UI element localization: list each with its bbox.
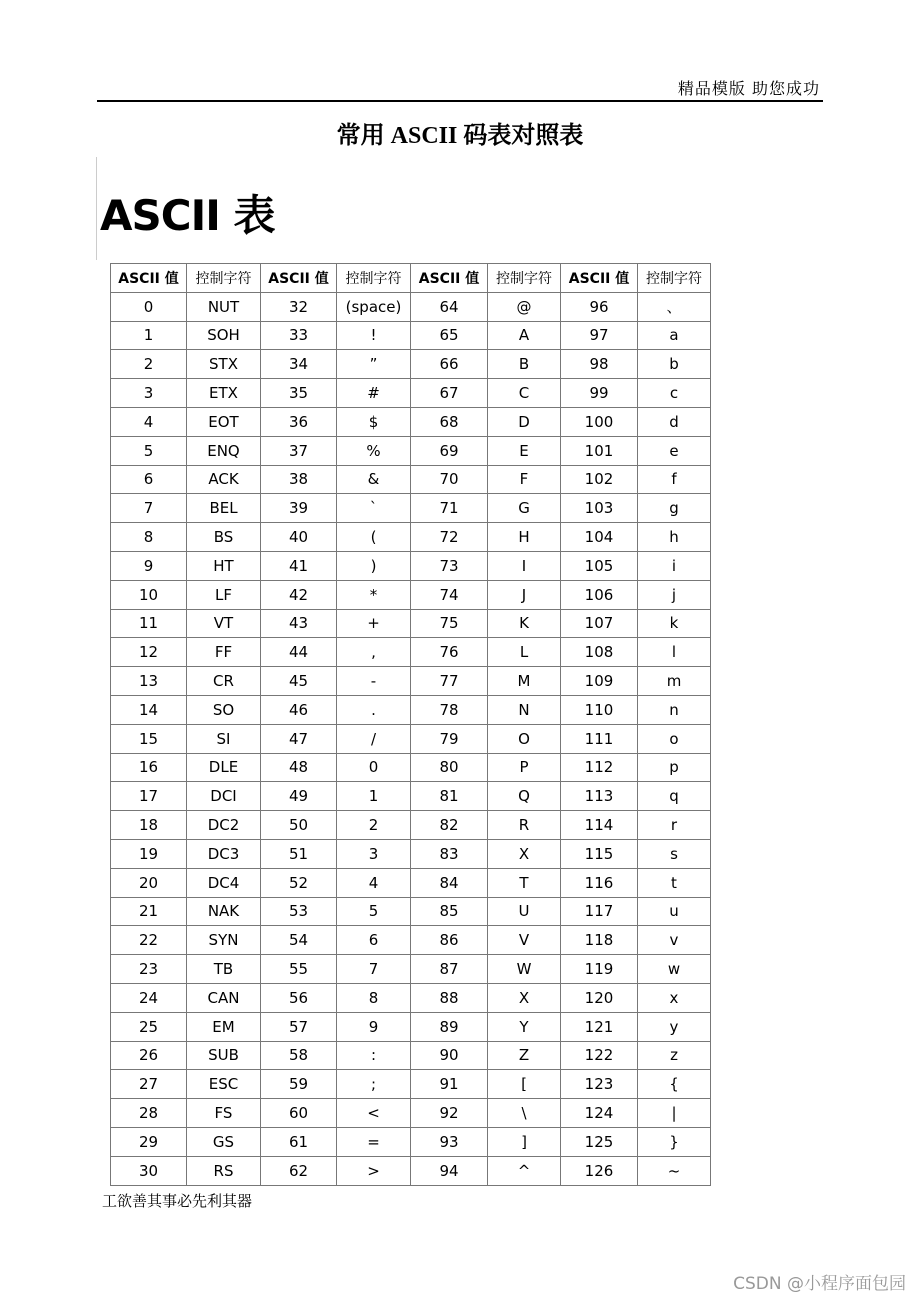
ascii-value-cell: 47	[261, 724, 337, 753]
header-ascii-value: ASCII 值	[561, 264, 638, 293]
ascii-value-cell: 27	[111, 1070, 187, 1099]
ascii-value-cell: 122	[561, 1041, 638, 1070]
control-char-cell: VT	[187, 609, 261, 638]
ascii-value-cell: 77	[411, 667, 488, 696]
ascii-value-cell: 1	[111, 321, 187, 350]
control-char-cell: E	[488, 436, 561, 465]
ascii-value-cell: 23	[111, 955, 187, 984]
ascii-value-cell: 78	[411, 695, 488, 724]
table-row	[111, 1127, 711, 1156]
ascii-value-cell: 0	[111, 292, 187, 321]
document-title: 常用 ASCII 码表对照表	[336, 123, 584, 149]
ascii-value-cell: 20	[111, 868, 187, 897]
control-char-cell: v	[638, 926, 711, 955]
control-char-cell: 4	[337, 868, 411, 897]
control-char-cell: l	[638, 638, 711, 667]
table-row	[111, 523, 711, 552]
table-row	[111, 321, 711, 350]
control-char-cell: L	[488, 638, 561, 667]
control-char-cell: 5	[337, 897, 411, 926]
control-char-cell: BEL	[187, 494, 261, 523]
ascii-value-cell: 109	[561, 667, 638, 696]
table-row	[111, 350, 711, 379]
control-char-cell: T	[488, 868, 561, 897]
control-char-cell: ENQ	[187, 436, 261, 465]
ascii-value-cell: 125	[561, 1127, 638, 1156]
control-char-cell: SUB	[187, 1041, 261, 1070]
ascii-value-cell: 55	[261, 955, 337, 984]
ascii-value-cell: 36	[261, 407, 337, 436]
ascii-value-cell: 45	[261, 667, 337, 696]
ascii-value-cell: 119	[561, 955, 638, 984]
control-char-cell: DC3	[187, 839, 261, 868]
ascii-value-cell: 3	[111, 379, 187, 408]
control-char-cell: ]	[488, 1127, 561, 1156]
control-char-cell: F	[488, 465, 561, 494]
control-char-cell: Q	[488, 782, 561, 811]
section-heading: ASCII 表	[100, 191, 275, 240]
table-row	[111, 1070, 711, 1099]
ascii-value-cell: 41	[261, 551, 337, 580]
control-char-cell: q	[638, 782, 711, 811]
table-row	[111, 782, 711, 811]
control-char-cell: *	[337, 580, 411, 609]
control-char-cell: SI	[187, 724, 261, 753]
control-char-cell: STX	[187, 350, 261, 379]
ascii-value-cell: 115	[561, 839, 638, 868]
control-char-cell: 0	[337, 753, 411, 782]
ascii-value-cell: 51	[261, 839, 337, 868]
control-char-cell: N	[488, 695, 561, 724]
header-slogan: 精品模版 助您成功	[677, 79, 820, 98]
ascii-value-cell: 73	[411, 551, 488, 580]
control-char-cell: 3	[337, 839, 411, 868]
ascii-value-cell: 96	[561, 292, 638, 321]
ascii-value-cell: 85	[411, 897, 488, 926]
control-char-cell: }	[638, 1127, 711, 1156]
control-char-cell: J	[488, 580, 561, 609]
control-char-cell: #	[337, 379, 411, 408]
control-char-cell: ETX	[187, 379, 261, 408]
footer-text: 工欲善其事必先利其器	[102, 1192, 253, 1210]
ascii-value-cell: 49	[261, 782, 337, 811]
ascii-value-cell: 14	[111, 695, 187, 724]
ascii-value-cell: 17	[111, 782, 187, 811]
table-row	[111, 379, 711, 408]
control-char-cell: e	[638, 436, 711, 465]
ascii-value-cell: 62	[261, 1156, 337, 1185]
control-char-cell: g	[638, 494, 711, 523]
margin-marker	[96, 157, 97, 260]
table-row	[111, 753, 711, 782]
table-header-row	[111, 264, 711, 293]
table-row	[111, 868, 711, 897]
control-char-cell: FS	[187, 1099, 261, 1128]
table-row	[111, 1099, 711, 1128]
control-char-cell: m	[638, 667, 711, 696]
control-char-cell: NAK	[187, 897, 261, 926]
ascii-value-cell: 121	[561, 1012, 638, 1041]
control-char-cell: =	[337, 1127, 411, 1156]
control-char-cell: k	[638, 609, 711, 638]
control-char-cell: B	[488, 350, 561, 379]
ascii-value-cell: 5	[111, 436, 187, 465]
control-char-cell: D	[488, 407, 561, 436]
ascii-value-cell: 35	[261, 379, 337, 408]
ascii-value-cell: 120	[561, 983, 638, 1012]
control-char-cell: X	[488, 983, 561, 1012]
control-char-cell: )	[337, 551, 411, 580]
header-control-char: 控制字符	[337, 264, 411, 293]
header-control-char: 控制字符	[488, 264, 561, 293]
control-char-cell: EOT	[187, 407, 261, 436]
control-char-cell: b	[638, 350, 711, 379]
ascii-value-cell: 113	[561, 782, 638, 811]
control-char-cell: !	[337, 321, 411, 350]
ascii-value-cell: 37	[261, 436, 337, 465]
ascii-value-cell: 6	[111, 465, 187, 494]
control-char-cell: (	[337, 523, 411, 552]
control-char-cell: FF	[187, 638, 261, 667]
control-char-cell: h	[638, 523, 711, 552]
control-char-cell: y	[638, 1012, 711, 1041]
ascii-value-cell: 39	[261, 494, 337, 523]
table-row	[111, 1156, 711, 1185]
ascii-value-cell: 103	[561, 494, 638, 523]
table-row	[111, 667, 711, 696]
watermark: CSDN @小程序面包园	[733, 1274, 906, 1294]
ascii-value-cell: 110	[561, 695, 638, 724]
ascii-value-cell: 58	[261, 1041, 337, 1070]
control-char-cell: ”	[337, 350, 411, 379]
control-char-cell: /	[337, 724, 411, 753]
ascii-value-cell: 90	[411, 1041, 488, 1070]
header-ascii-value: ASCII 值	[111, 264, 187, 293]
control-char-cell: $	[337, 407, 411, 436]
table-row	[111, 811, 711, 840]
ascii-value-cell: 56	[261, 983, 337, 1012]
control-char-cell: ACK	[187, 465, 261, 494]
ascii-value-cell: 107	[561, 609, 638, 638]
ascii-value-cell: 44	[261, 638, 337, 667]
control-char-cell: A	[488, 321, 561, 350]
control-char-cell: <	[337, 1099, 411, 1128]
control-char-cell: |	[638, 1099, 711, 1128]
control-char-cell: 、	[638, 292, 711, 321]
ascii-value-cell: 123	[561, 1070, 638, 1099]
ascii-value-cell: 76	[411, 638, 488, 667]
ascii-value-cell: 82	[411, 811, 488, 840]
ascii-value-cell: 12	[111, 638, 187, 667]
ascii-value-cell: 124	[561, 1099, 638, 1128]
control-char-cell: NUT	[187, 292, 261, 321]
control-char-cell: ^	[488, 1156, 561, 1185]
control-char-cell: r	[638, 811, 711, 840]
ascii-value-cell: 34	[261, 350, 337, 379]
ascii-value-cell: 69	[411, 436, 488, 465]
control-char-cell: 6	[337, 926, 411, 955]
control-char-cell: CAN	[187, 983, 261, 1012]
ascii-value-cell: 4	[111, 407, 187, 436]
control-char-cell: n	[638, 695, 711, 724]
ascii-value-cell: 114	[561, 811, 638, 840]
ascii-value-cell: 54	[261, 926, 337, 955]
table-row	[111, 1012, 711, 1041]
control-char-cell: [	[488, 1070, 561, 1099]
control-char-cell: H	[488, 523, 561, 552]
control-char-cell: `	[337, 494, 411, 523]
ascii-value-cell: 50	[261, 811, 337, 840]
ascii-value-cell: 53	[261, 897, 337, 926]
control-char-cell: U	[488, 897, 561, 926]
control-char-cell: p	[638, 753, 711, 782]
ascii-value-cell: 89	[411, 1012, 488, 1041]
table-row	[111, 580, 711, 609]
table-row	[111, 494, 711, 523]
table-row	[111, 407, 711, 436]
ascii-value-cell: 61	[261, 1127, 337, 1156]
control-char-cell: DLE	[187, 753, 261, 782]
ascii-value-cell: 18	[111, 811, 187, 840]
control-char-cell: TB	[187, 955, 261, 984]
ascii-value-cell: 81	[411, 782, 488, 811]
ascii-value-cell: 38	[261, 465, 337, 494]
control-char-cell: ESC	[187, 1070, 261, 1099]
ascii-value-cell: 33	[261, 321, 337, 350]
header-control-char: 控制字符	[187, 264, 261, 293]
control-char-cell: 7	[337, 955, 411, 984]
control-char-cell: a	[638, 321, 711, 350]
ascii-value-cell: 28	[111, 1099, 187, 1128]
ascii-value-cell: 24	[111, 983, 187, 1012]
ascii-value-cell: 15	[111, 724, 187, 753]
ascii-value-cell: 101	[561, 436, 638, 465]
ascii-value-cell: 26	[111, 1041, 187, 1070]
control-char-cell: R	[488, 811, 561, 840]
table-row	[111, 292, 711, 321]
table-row	[111, 551, 711, 580]
control-char-cell: DCI	[187, 782, 261, 811]
control-char-cell: V	[488, 926, 561, 955]
control-char-cell: DC4	[187, 868, 261, 897]
table-row	[111, 955, 711, 984]
table-row	[111, 609, 711, 638]
control-char-cell: f	[638, 465, 711, 494]
control-char-cell: I	[488, 551, 561, 580]
ascii-value-cell: 22	[111, 926, 187, 955]
control-char-cell: +	[337, 609, 411, 638]
table-row	[111, 465, 711, 494]
ascii-value-cell: 102	[561, 465, 638, 494]
control-char-cell: 9	[337, 1012, 411, 1041]
ascii-value-cell: 48	[261, 753, 337, 782]
ascii-value-cell: 10	[111, 580, 187, 609]
ascii-value-cell: 19	[111, 839, 187, 868]
control-char-cell: 1	[337, 782, 411, 811]
control-char-cell: SO	[187, 695, 261, 724]
ascii-value-cell: 105	[561, 551, 638, 580]
control-char-cell: %	[337, 436, 411, 465]
control-char-cell: {	[638, 1070, 711, 1099]
ascii-value-cell: 117	[561, 897, 638, 926]
ascii-value-cell: 97	[561, 321, 638, 350]
ascii-value-cell: 64	[411, 292, 488, 321]
ascii-value-cell: 30	[111, 1156, 187, 1185]
ascii-value-cell: 7	[111, 494, 187, 523]
control-char-cell: BS	[187, 523, 261, 552]
control-char-cell: w	[638, 955, 711, 984]
ascii-value-cell: 67	[411, 379, 488, 408]
header-ascii-value: ASCII 值	[261, 264, 337, 293]
ascii-value-cell: 57	[261, 1012, 337, 1041]
control-char-cell: DC2	[187, 811, 261, 840]
ascii-value-cell: 72	[411, 523, 488, 552]
ascii-value-cell: 59	[261, 1070, 337, 1099]
ascii-value-cell: 112	[561, 753, 638, 782]
ascii-value-cell: 71	[411, 494, 488, 523]
control-char-cell: P	[488, 753, 561, 782]
control-char-cell: j	[638, 580, 711, 609]
table-row	[111, 839, 711, 868]
header-control-char: 控制字符	[638, 264, 711, 293]
control-char-cell: d	[638, 407, 711, 436]
control-char-cell: Z	[488, 1041, 561, 1070]
ascii-value-cell: 65	[411, 321, 488, 350]
ascii-value-cell: 106	[561, 580, 638, 609]
ascii-value-cell: 29	[111, 1127, 187, 1156]
control-char-cell: HT	[187, 551, 261, 580]
ascii-value-cell: 104	[561, 523, 638, 552]
control-char-cell: 8	[337, 983, 411, 1012]
control-char-cell: EM	[187, 1012, 261, 1041]
control-char-cell: \	[488, 1099, 561, 1128]
ascii-value-cell: 87	[411, 955, 488, 984]
control-char-cell: :	[337, 1041, 411, 1070]
ascii-value-cell: 42	[261, 580, 337, 609]
control-char-cell: SYN	[187, 926, 261, 955]
ascii-value-cell: 75	[411, 609, 488, 638]
ascii-value-cell: 86	[411, 926, 488, 955]
control-char-cell: K	[488, 609, 561, 638]
ascii-value-cell: 79	[411, 724, 488, 753]
ascii-value-cell: 94	[411, 1156, 488, 1185]
table-row	[111, 983, 711, 1012]
control-char-cell: SOH	[187, 321, 261, 350]
table-row	[111, 695, 711, 724]
header-ascii-value: ASCII 值	[411, 264, 488, 293]
control-char-cell: t	[638, 868, 711, 897]
ascii-value-cell: 13	[111, 667, 187, 696]
ascii-value-cell: 25	[111, 1012, 187, 1041]
control-char-cell: O	[488, 724, 561, 753]
ascii-value-cell: 111	[561, 724, 638, 753]
control-char-cell: (space)	[337, 292, 411, 321]
control-char-cell: -	[337, 667, 411, 696]
ascii-value-cell: 70	[411, 465, 488, 494]
ascii-value-cell: 92	[411, 1099, 488, 1128]
ascii-value-cell: 83	[411, 839, 488, 868]
ascii-value-cell: 43	[261, 609, 337, 638]
control-char-cell: 2	[337, 811, 411, 840]
ascii-value-cell: 98	[561, 350, 638, 379]
ascii-value-cell: 126	[561, 1156, 638, 1185]
ascii-value-cell: 118	[561, 926, 638, 955]
table-row	[111, 638, 711, 667]
control-char-cell: @	[488, 292, 561, 321]
control-char-cell: X	[488, 839, 561, 868]
control-char-cell: o	[638, 724, 711, 753]
ascii-value-cell: 68	[411, 407, 488, 436]
ascii-value-cell: 108	[561, 638, 638, 667]
control-char-cell: Y	[488, 1012, 561, 1041]
ascii-value-cell: 40	[261, 523, 337, 552]
control-char-cell: ;	[337, 1070, 411, 1099]
control-char-cell: .	[337, 695, 411, 724]
table-row	[111, 436, 711, 465]
control-char-cell: LF	[187, 580, 261, 609]
ascii-value-cell: 84	[411, 868, 488, 897]
ascii-value-cell: 93	[411, 1127, 488, 1156]
ascii-value-cell: 21	[111, 897, 187, 926]
ascii-value-cell: 100	[561, 407, 638, 436]
ascii-value-cell: 80	[411, 753, 488, 782]
table-row	[111, 897, 711, 926]
table-row	[111, 926, 711, 955]
ascii-value-cell: 46	[261, 695, 337, 724]
table-row	[111, 724, 711, 753]
ascii-value-cell: 11	[111, 609, 187, 638]
control-char-cell: >	[337, 1156, 411, 1185]
control-char-cell: i	[638, 551, 711, 580]
control-char-cell: C	[488, 379, 561, 408]
ascii-value-cell: 74	[411, 580, 488, 609]
ascii-value-cell: 2	[111, 350, 187, 379]
control-char-cell: W	[488, 955, 561, 984]
ascii-value-cell: 32	[261, 292, 337, 321]
control-char-cell: RS	[187, 1156, 261, 1185]
ascii-value-cell: 66	[411, 350, 488, 379]
ascii-value-cell: 99	[561, 379, 638, 408]
control-char-cell: z	[638, 1041, 711, 1070]
ascii-value-cell: 16	[111, 753, 187, 782]
table-row	[111, 1041, 711, 1070]
control-char-cell: G	[488, 494, 561, 523]
control-char-cell: x	[638, 983, 711, 1012]
control-char-cell: s	[638, 839, 711, 868]
ascii-value-cell: 52	[261, 868, 337, 897]
header-rule	[97, 100, 823, 102]
ascii-value-cell: 88	[411, 983, 488, 1012]
ascii-value-cell: 91	[411, 1070, 488, 1099]
ascii-table	[110, 263, 711, 1186]
control-char-cell: c	[638, 379, 711, 408]
ascii-value-cell: 9	[111, 551, 187, 580]
control-char-cell: M	[488, 667, 561, 696]
control-char-cell: &	[337, 465, 411, 494]
control-char-cell: u	[638, 897, 711, 926]
ascii-value-cell: 60	[261, 1099, 337, 1128]
control-char-cell: ~	[638, 1156, 711, 1185]
ascii-value-cell: 8	[111, 523, 187, 552]
control-char-cell: CR	[187, 667, 261, 696]
ascii-value-cell: 116	[561, 868, 638, 897]
control-char-cell: ,	[337, 638, 411, 667]
control-char-cell: GS	[187, 1127, 261, 1156]
